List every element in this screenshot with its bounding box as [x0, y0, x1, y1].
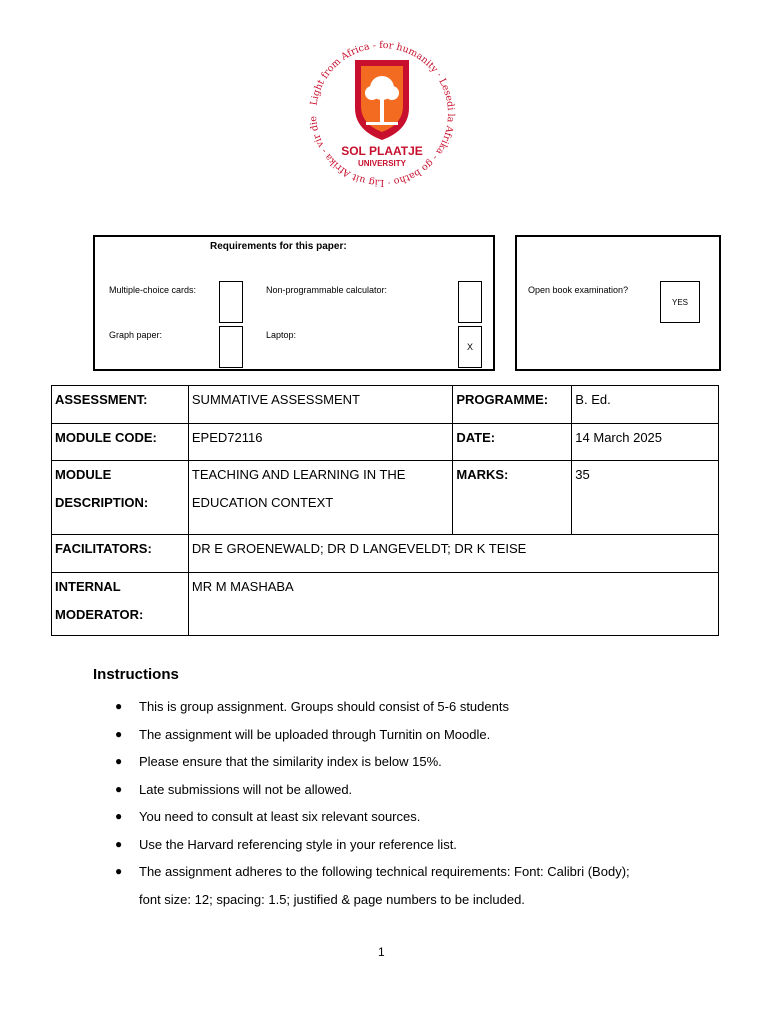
- bullet-icon: ●: [115, 781, 123, 796]
- logo-name-line2: UNIVERSITY: [357, 159, 407, 168]
- list-item: ● Late submissions will not be allowed.: [115, 776, 695, 804]
- assessment-value: SUMMATIVE ASSESSMENT: [188, 386, 452, 424]
- list-item: ● This is group assignment. Groups should consist of 5-6 students: [115, 693, 695, 721]
- bullet-icon: ●: [115, 864, 123, 878]
- requirements-box: [93, 235, 495, 371]
- list-item-continuation: font size: 12; spacing: 1.5; justified & page numbers to be included.: [139, 891, 525, 907]
- bullet-icon: ●: [115, 726, 123, 741]
- logo-seal: [300, 38, 464, 190]
- requirements-title: Requirements for this paper:: [210, 241, 347, 252]
- open-book-answer[interactable]: YES: [660, 281, 700, 323]
- multiple-choice-checkbox[interactable]: [219, 281, 243, 323]
- laptop-checkbox[interactable]: X: [458, 326, 482, 368]
- bullet-icon: ●: [115, 836, 123, 851]
- programme-label: PROGRAMME:: [453, 386, 572, 424]
- date-label: DATE:: [453, 424, 572, 461]
- module-code-value: EPED72116: [188, 424, 452, 461]
- list-item: ● Use the Harvard referencing style in your reference list.: [115, 831, 695, 859]
- table-row: [52, 461, 719, 535]
- list-item: ● Please ensure that the similarity index is below 15%.: [115, 748, 695, 776]
- bullet-icon: ●: [115, 809, 123, 823]
- graph-paper-label: Graph paper:: [109, 330, 163, 340]
- instructions-title: Instructions: [93, 666, 179, 683]
- bullet-icon: ●: [115, 699, 123, 713]
- marks-label: MARKS:: [453, 461, 572, 535]
- module-description-label: MODULE DESCRIPTION:: [52, 461, 189, 535]
- table-row: [52, 386, 719, 424]
- logo-ring-text: Light from Africa - for humanity · Lesedi la Afrika - go batho · Lig uit Afrika - vir die: [307, 39, 457, 189]
- graph-paper-checkbox[interactable]: [219, 326, 243, 368]
- moderator-label: INTERNAL MODERATOR:: [52, 573, 189, 636]
- page-number: 1: [378, 945, 385, 959]
- list-item: ● The assignment adheres to the following technical requirements: Font: Calibri (Body);: [115, 858, 695, 886]
- moderator-value: MR M MASHABA: [188, 573, 718, 636]
- table-row: [52, 424, 719, 461]
- logo-name-line1: SOL PLAATJE: [341, 144, 423, 158]
- facilitators-label: FACILITATORS:: [52, 535, 189, 573]
- programme-value: B. Ed.: [572, 386, 719, 424]
- laptop-label: Laptop:: [266, 330, 297, 340]
- bullet-icon: ●: [115, 754, 123, 768]
- module-code-label: MODULE CODE:: [52, 424, 189, 461]
- date-value: 14 March 2025: [572, 424, 719, 461]
- list-item: ● The assignment will be uploaded through Turnitin on Moodle.: [115, 721, 695, 749]
- table-row: [52, 535, 719, 573]
- university-logo: [300, 38, 464, 190]
- calculator-label: Non-programmable calculator:: [266, 285, 388, 295]
- assessment-label: ASSESSMENT:: [52, 386, 189, 424]
- assessment-info-table: [51, 385, 719, 636]
- module-description-value: TEACHING AND LEARNING IN THE EDUCATION CONTEXT: [188, 461, 452, 535]
- table-row: [52, 573, 719, 636]
- multiple-choice-label: Multiple-choice cards:: [109, 285, 197, 295]
- open-book-label: Open book examination?: [528, 285, 629, 295]
- calculator-checkbox[interactable]: [458, 281, 482, 323]
- instructions-list: [115, 693, 695, 913]
- open-book-box: [515, 235, 721, 371]
- list-item: ● You need to consult at least six relevant sources.: [115, 803, 695, 831]
- facilitators-value: DR E GROENEWALD; DR D LANGEVELDT; DR K TEISE: [188, 535, 718, 573]
- marks-value: 35: [572, 461, 719, 535]
